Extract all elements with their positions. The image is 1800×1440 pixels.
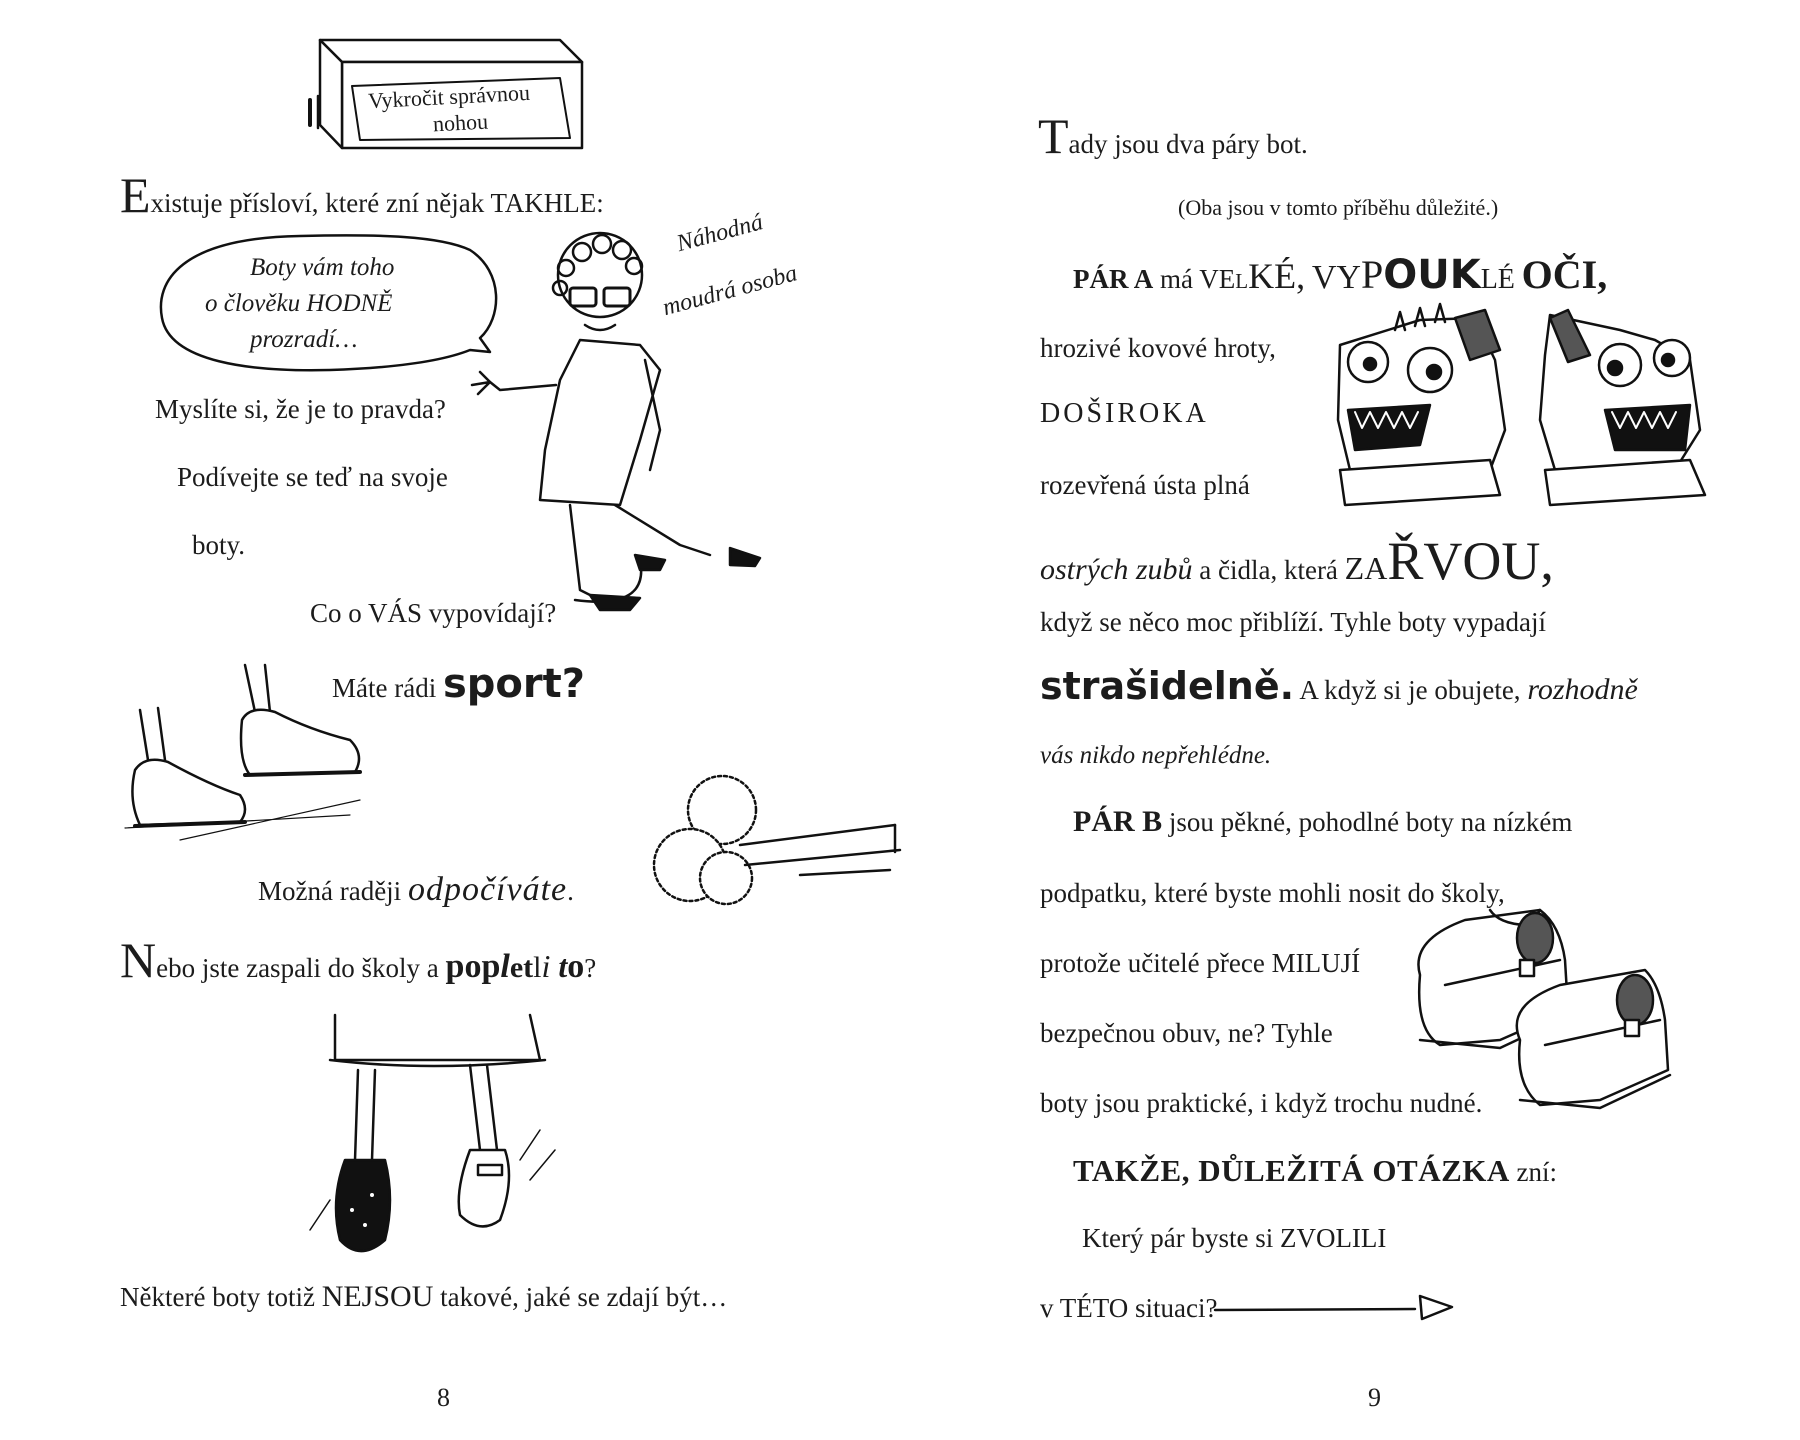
final-line [120, 1280, 727, 1315]
question-zni: zní: [1516, 1157, 1558, 1187]
sport-prefix: Máte rádi [332, 673, 437, 703]
pair-b-line-4: bezpečnou obuv, ne? Tyhle [1040, 1018, 1333, 1048]
question-3: boty. [192, 530, 245, 560]
mixed-word-5: i [541, 948, 551, 984]
final-prefix: Některé boty totiž [120, 1282, 315, 1312]
dropcap: E [120, 167, 151, 223]
pair-b-line-3: protože učitelé přece MILUJÍ [1040, 948, 1361, 978]
arrow-icon [900, 0, 901, 1]
pair-b-line-2: podpatku, které byste mohli nosit do školy, [1040, 878, 1505, 908]
pa-word-5: P [1360, 252, 1384, 297]
speech-line-2: o člověku HODNĚ [205, 290, 393, 317]
mixed-word-6: t [550, 948, 568, 984]
pair-a-line-7 [1040, 665, 1638, 709]
pair-b-line-5: boty jsou praktické, i když trochu nudné. [1040, 1088, 1483, 1118]
rest-line [258, 870, 574, 909]
question-1: Myslíte si, že je to pravda? [155, 394, 446, 424]
pair-a-heading [1073, 252, 1607, 298]
intro-text: xistuje přísloví, které zní nějak TAKHLE: [150, 188, 604, 218]
pair-a-line-6: když se něco moc přiblíží. Tyhle boty vypadají [1040, 607, 1546, 637]
pair-a-line-4: rozevřená ústa plná [1040, 470, 1250, 500]
pa-word-1: VE [1199, 264, 1236, 294]
right-page [900, 0, 1800, 1440]
question-line-2: Který pár byste si ZVOLILI [1082, 1223, 1387, 1253]
rest-prefix: Možná raději [258, 876, 402, 906]
page-number-right: 9 [1368, 1383, 1381, 1412]
late-line [120, 932, 597, 988]
final-caps: NEJSOU [321, 1280, 434, 1313]
definitely-word: rozhodně [1527, 673, 1638, 706]
mixed-word-4: l [533, 951, 542, 984]
question-2: Podívejte se teď na svoje [177, 462, 448, 492]
pa-word-3: KÉ, [1248, 256, 1306, 296]
pair-b-line-1 [1073, 805, 1572, 840]
final-suffix: takové, jaké se zdají být… [440, 1282, 728, 1312]
roar-prefix: ZA [1344, 550, 1388, 586]
question-line-3: v TÉTO situaci? [1040, 1293, 1218, 1323]
late-question-mark: ? [584, 953, 597, 983]
intro-line [120, 167, 604, 223]
pair-a-line-2: hrozivé kovové hroty, [1040, 333, 1276, 363]
wear-text: A když si je obujete, [1299, 675, 1521, 705]
right-intro-text: ady jsou dva páry bot. [1068, 129, 1308, 159]
shoebox-label-line1: Vykročit správnou [367, 79, 531, 114]
caption-line-1: Náhodná [674, 209, 766, 258]
pa-word-6: OUK [1383, 252, 1481, 298]
pa-word-8: OČI, [1521, 252, 1608, 297]
pair-a-ma: má [1160, 264, 1193, 294]
dropcap-n: N [120, 932, 157, 988]
sensors-text: a čidla, která [1199, 555, 1338, 585]
important-question-label: TAKŽE, DŮLEŽITÁ OTÁZKA [1073, 1153, 1510, 1188]
question-4: Co o VÁS vypovídají? [310, 598, 557, 628]
question-heading [1073, 1153, 1557, 1189]
mixed-word-1: pop [445, 948, 501, 985]
speech-line-3: prozradí… [250, 326, 358, 353]
skirt-feet-illustration [0, 0, 1, 1]
mixed-word-2: l [500, 948, 510, 985]
scary-word: strašidelně. [1040, 664, 1295, 708]
caption-line-2: moudrá osoba [660, 260, 801, 322]
pair-a-label: PÁR A [1073, 264, 1154, 294]
parenthetical-note: (Oba jsou v tomto příběhu důležité.) [1178, 195, 1499, 220]
sport-line [332, 661, 585, 707]
mixed-word-7: o [567, 948, 585, 985]
pair-a-line-8: vás nikdo nepřehlédne. [1040, 742, 1272, 769]
dropcap-t: T [1038, 108, 1069, 164]
pa-word-2: L [1235, 269, 1249, 293]
right-intro-line [1038, 108, 1308, 164]
pair-b-text-1: jsou pěkné, pohodlné boty na nízkém [1168, 807, 1573, 837]
page-number-left: 8 [437, 1383, 450, 1412]
sport-word: sport? [442, 661, 585, 707]
pair-b-label: PÁR B [1073, 805, 1163, 838]
pa-word-7: LÉ [1480, 264, 1515, 295]
pa-word-4: VY [1311, 259, 1361, 296]
shoebox-label-line2: nohou [432, 108, 489, 137]
pair-a-line-5 [1040, 530, 1554, 592]
sharp-teeth-text: ostrých zubů [1040, 553, 1193, 586]
speech-line-1: Boty vám toho [250, 254, 395, 281]
late-text: ebo jste zaspali do školy a [156, 953, 439, 983]
rest-word: odpočíváte [407, 871, 568, 908]
pair-a-line-3: DOŠIROKA [1040, 398, 1209, 429]
rest-dot: . [567, 876, 574, 906]
roar-word: ŘVOU, [1387, 531, 1554, 591]
mixed-word-3: et [509, 951, 534, 984]
